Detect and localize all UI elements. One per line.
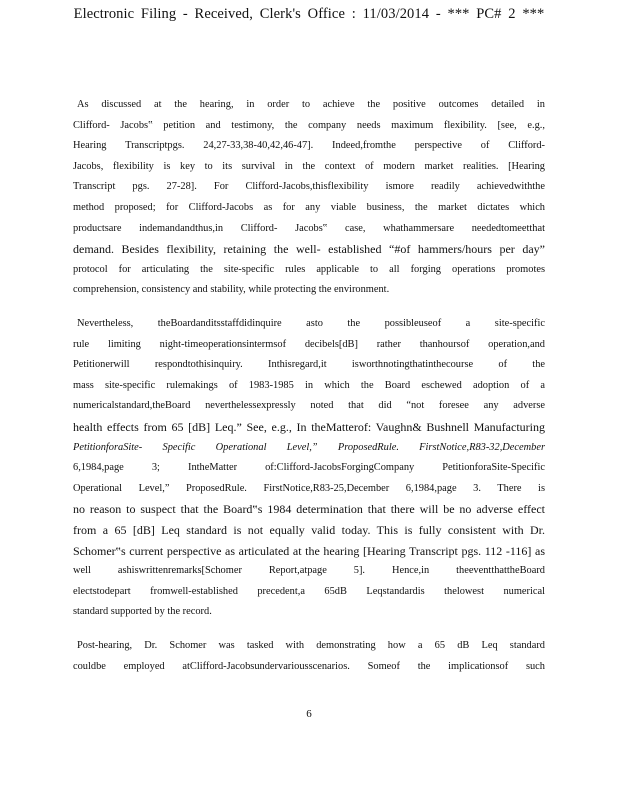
text-line: 6,1984,page 3; IntheMatter of:Clifford-JacobsForgingCompany PetitionforaSite-Specific [73,462,545,474]
text-line: Operational Level,” ProposedRule. FirstNotice,R83-25,December 6,1984,page 3. There is [73,482,545,494]
text-line: Nevertheless, theBoardanditsstaffdidinquire asto the possibleuseof a site-specific [77,318,545,329]
page-number: 6 [306,708,312,720]
text-line: well ashiswrittenremarks[Schomer Report,atpage 5]. Hence,in theeventthattheBoard [73,565,545,577]
text-line: Petitionerwill respondtothisinquiry. Inthisregard,it isworthnotingthatinthecourse of the [73,359,545,371]
text-line: PetitionforaSite- Specific Operational Level,” ProposedRule. FirstNotice,R83-32,December [73,441,545,453]
text-line: Transcript pgs. 27-28]. For Clifford-Jacobs,thisflexibility ismore readily achievedwiththe [73,181,545,193]
text-line: standard supported by the record. [73,606,212,618]
text-line: electstodepart fromwell-established precedent,a 65dB Leqstandardis thelowest numerical [73,585,545,597]
text-line: rule limiting night-timeoperationsintermsof decibels[dB] rather thanhoursof operation,and [73,338,545,350]
text-line: no reason to suspect that the Board‟s 1984 determination that there will be no adverse effect [73,502,545,517]
text-line: comprehension, consistency and stability, while protecting the environment. [73,284,390,296]
text-line: demand. Besides flexibility, retaining the well- established “#of hammers/hours per day” [73,242,545,257]
paragraph-3 [73,636,545,677]
text-line: protocol for articulating the site-specific rules applicable to all forging operations promotes [73,263,545,275]
text-line: Clifford- Jacobs‟ petition and testimony, the company needs maximum flexibility. [see, e.g., [73,119,545,131]
text-line: As discussed at the hearing, in order to achieve the positive outcomes detailed in [77,99,545,110]
text-line: health effects from 65 [dB] Leq.” See, e.g., In theMatterof: Vaughn& Bushnell Manufacturing [73,419,545,434]
text-line: mass site-specific rulemakings of 1983-1985 in which the Board eschewed adoption of a [73,379,545,391]
electronic-filing-header: Electronic Filing - Received, Clerk's Office : 11/03/2014 - *** PC# 2 *** [73,6,545,22]
text-line: numericalstandard,theBoard neverthelessexpressly noted that did “not foresee any adverse [73,400,545,412]
text-line: Hearing Transcriptpgs. 24,27-33,38-40,42,46-47]. Indeed,fromthe perspective of Clifford- [73,140,545,152]
text-line: method proposed; for Clifford-Jacobs as for any viable business, the market dictates which [73,201,545,213]
text-line: couldbe employed atClifford-Jacobsundervariousscenarios. Someof the implicationsof such [73,660,545,672]
text-line: Jacobs, flexibility is key to its survival in the context of modern market realities. [Hearing [73,160,545,172]
paragraph-2 [73,314,545,623]
text-line: Post-hearing, Dr. Schomer was tasked with demonstrating how a 65 dB Leq standard [77,640,545,651]
paragraph-1 [73,95,545,301]
text-line: from a 65 [dB] Leq standard is not equally valid today. This is fully consistent with Dr. [73,522,545,537]
text-line: Schomer‟s current perspective as articulated at the hearing [Hearing Transcript pgs. 112 -116] as [73,543,545,558]
text-line: productsare indemandandthus,in Clifford- Jacobs‟ case, whathammersare neededtomeetthat [73,222,545,234]
